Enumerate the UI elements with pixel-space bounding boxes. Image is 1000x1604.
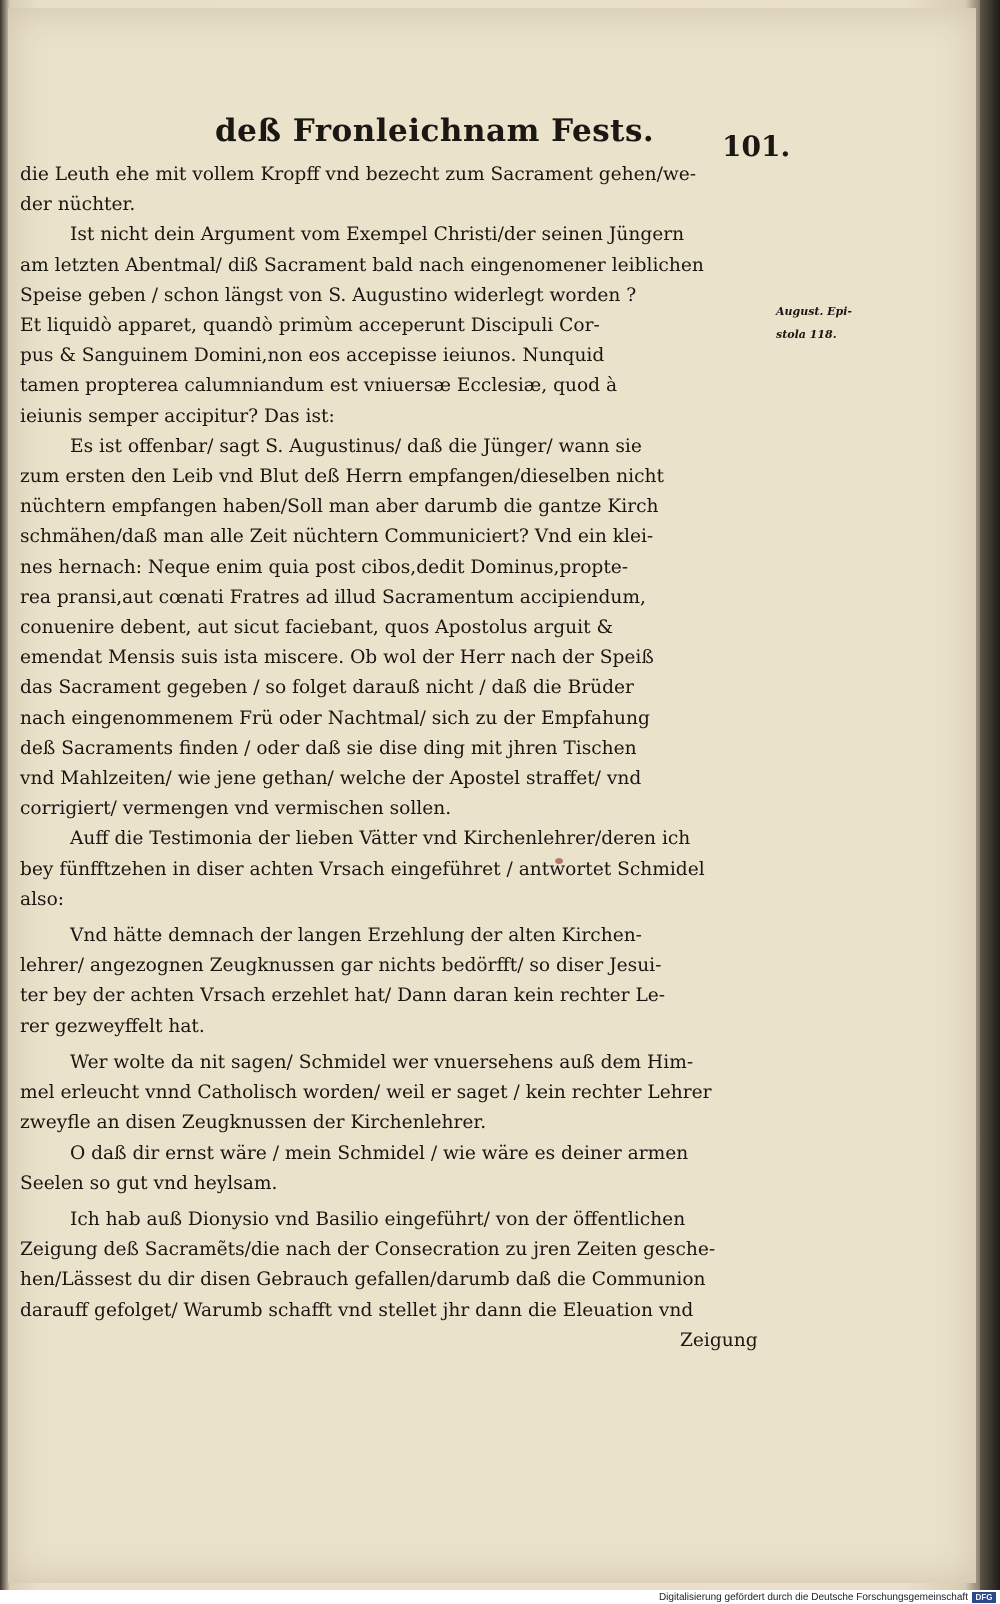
text-line: rer gezweyffelt hat. bbox=[20, 1015, 205, 1037]
text-line: Auff die Testimonia der lieben Vätter vnd Kirchenlehrer/deren ich bbox=[70, 828, 691, 850]
text-line: pus & Sanguinem Domini,non eos accepisse ieiunos. Nunquid bbox=[20, 345, 605, 367]
text-line: vnd Mahlzeiten/ wie jene gethan/ welche der Apostel straffet/ vnd bbox=[20, 768, 642, 790]
text-line: Wer wolte da nit sagen/ Schmidel wer vnuersehens auß dem Him- bbox=[70, 1051, 694, 1073]
margin-note bbox=[776, 300, 852, 346]
text-line: Speise geben / schon längst von S. Augustino widerlegt worden ? bbox=[20, 284, 637, 306]
text-line: also: bbox=[20, 888, 65, 910]
text-line: der nüchter. bbox=[20, 194, 136, 216]
text-line: ieiunis semper accipitur? Das ist: bbox=[20, 405, 335, 427]
footer-credit: Digitalisierung gefördert durch die Deutsche Forschungsgemeinschaft bbox=[658, 1592, 968, 1603]
text-line: das Sacrament gegeben / so folget darauß nicht / daß die Brüder bbox=[20, 677, 634, 699]
text-line: conuenire debent, aut sicut faciebant, quos Apostolus arguit & bbox=[20, 617, 614, 639]
text-line: ter bey der achten Vrsach erzehlet hat/ Dann daran kein rechter Le- bbox=[20, 985, 666, 1007]
footer-bar bbox=[0, 1590, 1000, 1604]
text-line: Et liquidò apparet, quandò primùm acceperunt Discipuli Cor- bbox=[20, 315, 600, 337]
text-line: Seelen so gut vnd heylsam. bbox=[20, 1172, 278, 1194]
text-line: O daß dir ernst wäre / mein Schmidel / wie wäre es deiner armen bbox=[70, 1142, 689, 1164]
text-line: lehrer/ angezognen Zeugknussen gar nichts bedörfft/ so diser Jesui- bbox=[20, 955, 662, 977]
binding-shadow bbox=[980, 0, 1000, 1590]
text-line: schmähen/daß man alle Zeit nüchtern Communiciert? Vnd ein klei- bbox=[20, 526, 654, 548]
text-line: nüchtern empfangen haben/Soll man aber darumb die gantze Kirch bbox=[20, 496, 659, 518]
text-line: mel erleucht vnnd Catholisch worden/ weil er saget / kein rechter Lehrer bbox=[20, 1082, 712, 1104]
text-line: corrigiert/ vermengen vnd vermischen sollen. bbox=[20, 798, 452, 820]
text-line: rea pransi,aut cœnati Fratres ad illud Sacramentum accipiendum, bbox=[20, 586, 646, 608]
text-line: am letzten Abentmal/ diß Sacrament bald nach eingenomener leiblichen bbox=[20, 254, 704, 276]
text-line: tamen propterea calumniandum est vniuersæ Ecclesiæ, quod à bbox=[20, 375, 618, 397]
text-line: Vnd hätte demnach der langen Erzehlung der alten Kirchen- bbox=[70, 925, 642, 947]
text-line: emendat Mensis suis ista miscere. Ob wol der Herr nach der Speiß bbox=[20, 647, 654, 669]
text-line: zum ersten den Leib vnd Blut deß Herrn empfangen/dieselben nicht bbox=[20, 466, 664, 488]
text-line: nach eingenommenem Frü oder Nachtmal/ sich zu der Empfahung bbox=[20, 707, 650, 729]
body-text bbox=[20, 160, 772, 1356]
dfg-logo: DFG bbox=[972, 1592, 996, 1603]
text-line: zweyfle an disen Zeugknussen der Kirchenlehrer. bbox=[20, 1112, 487, 1134]
running-header: deß Fronleichnam Fests. bbox=[215, 113, 655, 149]
text-line: die Leuth ehe mit vollem Kropff vnd bezecht zum Sacrament gehen/we- bbox=[20, 164, 697, 185]
text-line: Ich hab auß Dionysio vnd Basilio eingeführt/ von der öffentlichen bbox=[70, 1208, 686, 1230]
text-line: darauff gefolget/ Warumb schafft vnd stellet jhr dann die Eleuation vnd bbox=[20, 1299, 694, 1321]
text-line: Es ist offenbar/ sagt S. Augustinus/ daß die Jünger/ wann sie bbox=[70, 435, 642, 457]
margin-note-line: stola 118. bbox=[776, 328, 837, 341]
text-line: deß Sacraments finden / oder daß sie dise ding mit jhren Tischen bbox=[20, 737, 637, 759]
text-line: bey fünfftzehen in diser achten Vrsach eingeführet / antwortet Schmidel bbox=[20, 858, 705, 880]
text-line: nes hernach: Neque enim quia post cibos,dedit Dominus,propte- bbox=[20, 556, 629, 578]
text-line: Ist nicht dein Argument vom Exempel Christi/der seinen Jüngern bbox=[70, 224, 685, 246]
text-line: Zeigung deß Sacramẽts/die nach der Consecration zu jren Zeiten gesche- bbox=[20, 1239, 716, 1261]
page-number: 101. bbox=[722, 130, 791, 163]
margin-note-line: August. Epi- bbox=[776, 305, 852, 318]
catchword: Zeigung bbox=[680, 1329, 758, 1351]
text-line: hen/Lässest du dir disen Gebrauch gefallen/darumb daß die Communion bbox=[20, 1269, 706, 1291]
